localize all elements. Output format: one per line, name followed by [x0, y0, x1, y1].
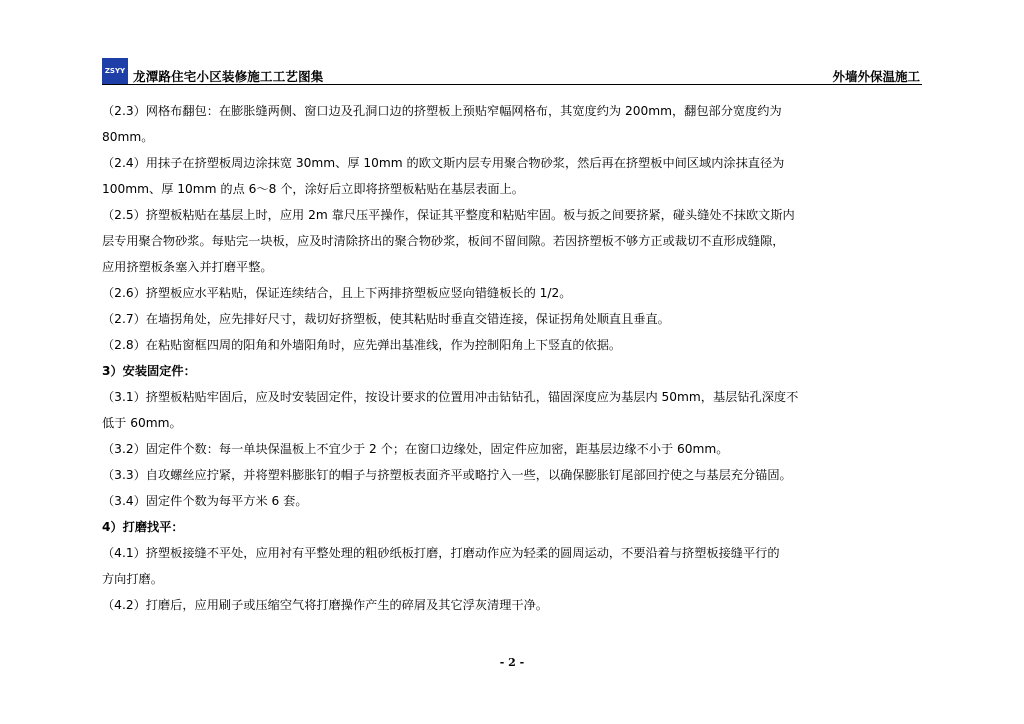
text-line: （2.7）在墙拐角处，应先排好尺寸，裁切好挤塑板，使其粘贴时垂直交错连接，保证拐角处顺直且垂直。: [102, 312, 670, 326]
text-line: （3.2）固定件个数：每一单块保温板上不宜少于 2 个；在窗口边缘处，固定件应加密，距基层边缘不小于 60mm。: [102, 442, 729, 456]
text-line: （2.8）在粘贴窗框四周的阳角和外墙阳角时，应先弹出基准线，作为控制阳角上下竖直的依据。: [102, 338, 622, 352]
text-line: 80mm。: [102, 130, 154, 144]
text-line: 低于 60mm。: [102, 416, 182, 430]
text-line: 层专用聚合物砂浆。每贴完一块板，应及时清除挤出的聚合物砂浆，板间不留间隙。若因挤塑板不够方正或裁切不直形成缝隙，: [102, 234, 785, 248]
text-line: （2.5）挤塑板粘贴在基层上时，应用 2m 靠尺压平操作，保证其平整度和粘贴牢固。板与扳之间要挤紧，碰头缝处不抹欧文斯内: [102, 208, 795, 222]
text-line: （3.1）挤塑板粘贴牢固后，应及时安装固定件，按设计要求的位置用冲击钻钻孔，锚固深度应为基层内 50mm，基层钻孔深度不: [102, 390, 799, 404]
page-header: [102, 55, 922, 85]
company-logo: [102, 58, 128, 84]
section-title: 外墙外保温施工: [832, 69, 920, 84]
text-line: （3.4）固定件个数为每平方米 6 套。: [102, 494, 308, 508]
document-title: 龙潭路住宅小区装修施工工艺图集: [133, 69, 324, 84]
text-line: 应用挤塑板条塞入并打磨平整。: [102, 260, 273, 274]
text-line: 100mm、厚 10mm 的点 6～8 个，涂好后立即将挤塑板粘贴在基层表面上。: [102, 182, 524, 196]
text-line: 方向打磨。: [102, 572, 163, 586]
header-divider: [102, 84, 922, 85]
section-heading: 4）打磨找平：: [102, 520, 184, 534]
text-line: （3.3）自攻螺丝应拧紧，并将塑料膨胀钉的帽子与挤塑板表面齐平或略拧入一些，以确保膨胀钉尾部回拧使之与基层充分锚固。: [102, 468, 792, 482]
text-line: （2.3）网格布翻包：在膨胀缝两侧、窗口边及孔洞口边的挤塑板上预贴窄幅网格布，其宽度约为 200mm，翻包部分宽度约为: [102, 104, 782, 118]
page-number: - 2 -: [499, 656, 525, 669]
section-heading: 3）安装固定件：: [102, 364, 196, 378]
text-line: （2.4）用抹子在挤塑板周边涂抹宽 30mm、厚 10mm 的欧文斯内层专用聚合物砂浆，然后再在挤塑板中间区域内涂抹直径为: [102, 156, 785, 170]
text-line: （4.2）打磨后，应用刷子或压缩空气将打磨操作产生的碎屑及其它浮灰清理干净。: [102, 598, 548, 612]
body-text: [102, 98, 922, 618]
text-line: （4.1）挤塑板接缝不平处，应用衬有平整处理的粗砂纸板打磨，打磨动作应为轻柔的圆周运动，不要沿着与挤塑板接缝平行的: [102, 546, 780, 560]
logo-text: ZSYY: [104, 66, 126, 75]
text-line: （2.6）挤塑板应水平粘贴，保证连续结合，且上下两排挤塑板应竖向错缝板长的 1/2。: [102, 286, 572, 300]
